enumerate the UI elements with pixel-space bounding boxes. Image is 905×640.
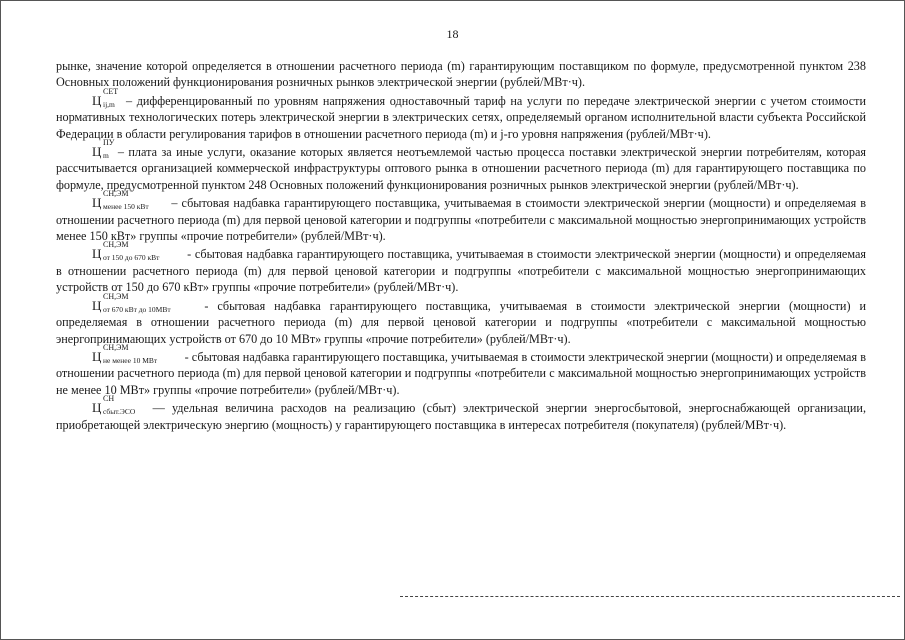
definition-text: – сбытовая надбавка гарантирующего поставщика, учитываемая в стоимости электрической энергии (мощности) и определяемая в отношении расчетного периода (m) для первой ценовой категории и подгруппы «потребители с максимальной мощностью энергопринимающих устройств менее 150 кВт» группы «прочие потребители» (рублей/МВт·ч). xyxy=(56,196,866,244)
definition-markup-670kw-10mw xyxy=(56,291,866,347)
dashed-separator xyxy=(400,596,900,597)
definition-text: – дифференцированный по уровням напряжения одноставочный тариф на услуги по передаче электрической энергии с учетом стоимости нормативных технологических потерь электрической энергии в электрических сетях, определяемый органом исполнительной власти субъекта Российской Федерации в области регулирования тарифов в отношении расчетного периода (m) и j-го уровня напряжения (рублей/МВт·ч). xyxy=(56,93,866,141)
symbol-subscript: не менее 10 МВт xyxy=(103,355,158,365)
symbol-subscript: ij,m xyxy=(103,99,115,109)
definition-markup-150-670kw xyxy=(56,240,866,295)
symbol-subscript: от 670 кВт до 10МВт xyxy=(103,304,171,314)
symbol-superscript: СН,ЭМ xyxy=(103,342,129,352)
formula-symbol xyxy=(92,291,191,314)
symbol-base: Ц xyxy=(92,297,102,313)
symbol-base: Ц xyxy=(92,400,102,416)
symbol-base: Ц xyxy=(92,195,102,211)
definition-sales-costs xyxy=(56,394,866,433)
formula-symbol xyxy=(92,240,179,263)
symbol-base: Ц xyxy=(92,348,102,364)
symbol-superscript: СЕТ xyxy=(103,86,119,96)
paragraph-text: рынке, значение которой определяется в отношении расчетного периода (m) гарантирующим поставщиком по формуле, предусмотренной пунктом 238 Основных положений функционирования розничных рынков электрической энергии (рублей/МВт·ч). xyxy=(56,59,866,90)
definition-text: - сбытовая надбавка гарантирующего поставщика, учитываемая в стоимости электрической энергии (мощности) и определяемая в отношении расчетного периода (m) для первой ценовой категории и подгруппы «потребители с максимальной мощностью энергопринимающих устройств от 150 до 670 кВт» группы «прочие потребители» (рублей/МВт·ч). xyxy=(56,247,866,295)
symbol-superscript: СН,ЭМ xyxy=(103,240,129,250)
symbol-subscript: менее 150 кВт xyxy=(103,202,149,212)
paragraph-continuation xyxy=(56,58,866,91)
symbol-superscript: СН xyxy=(103,394,115,404)
definition-text: – плата за иные услуги, оказание которых является неотъемлемой частью процесса поставки электрической энергии потребителям, которая рассчитывается организацией коммерческой инфраструктуры оптового рынка в отношении расчетного периода (m) для гарантирующего поставщика по формуле, предусмотренной пунктом 248 Основных положений функционирования розничных рынков электрической энергии (рублей/МВт·ч). xyxy=(56,145,866,192)
formula-symbol xyxy=(92,138,115,161)
document-body xyxy=(56,58,866,435)
symbol-superscript: СН,ЭМ xyxy=(103,189,129,199)
symbol-subscript: от 150 до 670 кВт xyxy=(103,253,160,263)
formula-symbol xyxy=(92,189,163,212)
definition-text: - сбытовая надбавка гарантирующего поставщика, учитываемая в стоимости электрической энергии (мощности) и определяемая в отношении расчетного периода (m) для первой ценовой категории и подгруппы «потребители с максимальной мощностью энергопринимающих устройств не менее 10 МВт» группы «прочие потребители» (рублей/МВт·ч). xyxy=(56,349,866,397)
definition-text: - сбытовая надбавка гарантирующего поставщика, учитываемая в стоимости электрической энергии (мощности) и определяемая в отношении расчетного периода (m) для первой ценовой категории и подгруппы «потребители с максимальной мощностью энергопринимающих устройств от 670 до 10 МВт» группы «прочие потребители» (рублей/МВт·ч). xyxy=(56,298,866,346)
symbol-subscript: сбыт.ЭСО xyxy=(103,407,136,417)
formula-symbol xyxy=(92,394,141,417)
symbol-superscript: ПУ xyxy=(103,138,115,148)
formula-symbol xyxy=(92,342,177,365)
formula-symbol xyxy=(92,86,119,109)
definition-markup-under-150kw xyxy=(56,189,866,244)
page-number: 18 xyxy=(446,27,459,41)
symbol-base: Ц xyxy=(92,92,102,108)
symbol-base: Ц xyxy=(92,246,102,262)
definition-markup-over-10mw xyxy=(56,342,866,398)
definition-other-services xyxy=(56,138,866,193)
symbol-base: Ц xyxy=(92,144,102,160)
symbol-superscript: СН,ЭМ xyxy=(103,291,129,301)
definition-tariff-transmission xyxy=(56,86,866,142)
symbol-subscript: m xyxy=(103,151,109,161)
definition-text: — удельная величина расходов на реализацию (сбыт) электрической энергии энергосбытовой, энергоснабжающей организации, приобретающей электрическую энергию (мощность) у гарантирующего поставщика в интересах потребителя (покупателя) (рублей/МВт·ч). xyxy=(56,401,866,432)
